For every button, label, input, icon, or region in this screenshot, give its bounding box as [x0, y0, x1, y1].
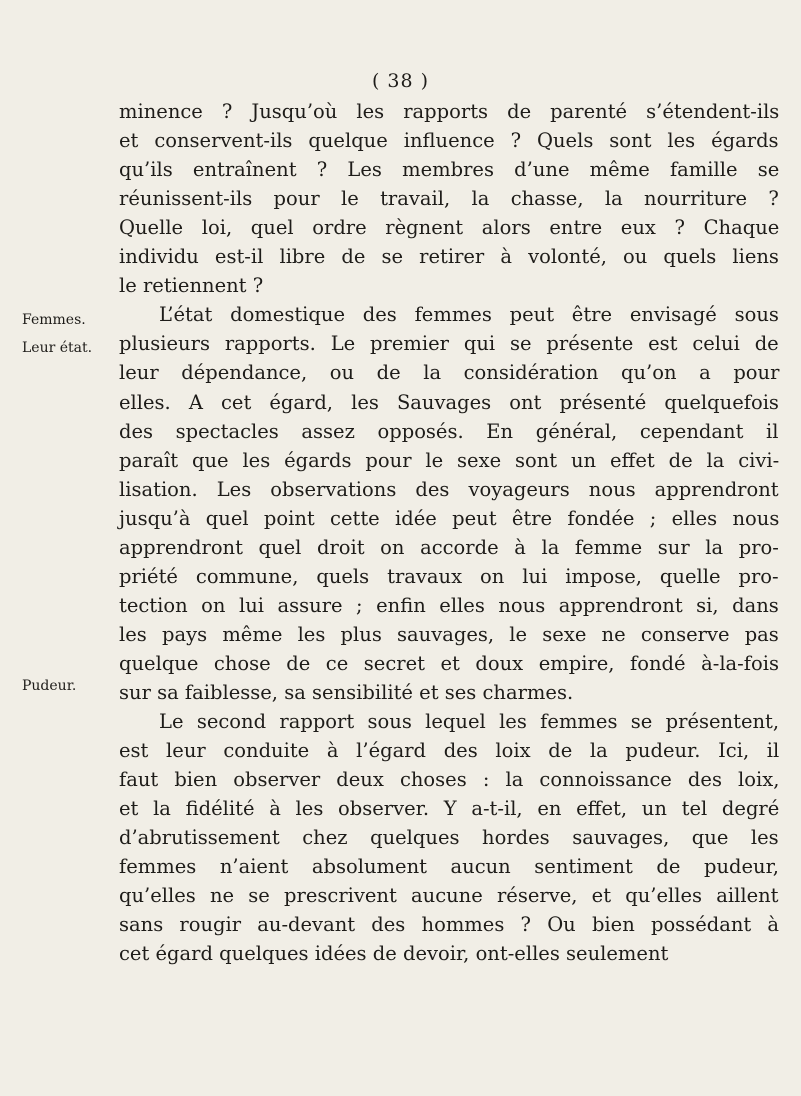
text-line: et conservent-ils quelque influence ? Quels sont les égards [119, 129, 779, 153]
text-line: qu’ils entraînent ? Les membres d’une même famille se [119, 158, 780, 182]
text-line: individu est-il libre de se retirer à volonté, ou quels liens [119, 245, 779, 269]
text-line: quelque chose de ce secret et doux empire, fondé à-la-fois [119, 651, 779, 675]
text-line: jusqu’à quel point cette idée peut être fondée ; elles nous [119, 506, 780, 530]
text-line: femmes n’aient absolument aucun sentiment de pudeur, [119, 855, 779, 879]
margin-note-leur-etat: Leur état. [22, 340, 93, 356]
text-line: et la fidélité à les observer. Y a-t-il, en effet, un tel degré [119, 797, 780, 821]
text-line: minence ? Jusqu’où les rapports de parenté s’étendent-ils [119, 100, 780, 123]
text-line: Le second rapport sous lequel les femmes se présentent, [159, 710, 780, 734]
text-line: tection on lui assure ; enfin elles nous apprendront si, dans [119, 593, 779, 617]
text-line: priété commune, quels travaux on lui impose, quelle pro- [119, 564, 779, 588]
page-number: ( 38 ) [371, 70, 430, 92]
margin-note-femmes: Femmes. [22, 312, 86, 328]
text-line: lisation. Les observations des voyageurs nous apprendront [119, 477, 779, 501]
text-line: apprendront quel droit on accorde à la femme sur la pro- [119, 535, 779, 559]
text-line: plusieurs rapports. Le premier qui se présente est celui de [119, 332, 779, 356]
text-line: réunissent-ils pour le travail, la chasse, la nourriture ? [119, 187, 779, 211]
text-line: sans rougir au-devant des hommes ? Ou bien possédant à [119, 913, 780, 937]
text-line: cet égard quelques idées de devoir, ont-elles seulement [119, 942, 669, 966]
text-line: paraît que les égards pour le sexe sont un effet de la civi- [119, 448, 780, 472]
text-line: des spectacles assez opposés. En général, cependant il [119, 419, 779, 443]
text-line: qu’elles ne se prescrivent aucune réserve, et qu’elles aillent [119, 884, 779, 908]
text-line: les pays même les plus sauvages, le sexe ne conserve pas [119, 622, 779, 646]
margin-note-pudeur: Pudeur. [22, 678, 77, 694]
text-line: faut bien observer deux choses : la connoissance des loix, [119, 768, 780, 792]
text-line: sur sa faiblesse, sa sensibilité et ses charmes. [119, 681, 574, 704]
text-line: elles. A cet égard, les Sauvages ont présenté quelquefois [119, 390, 779, 414]
text-line: L’état domestique des femmes peut être envisagé sous [159, 303, 779, 327]
text-line: leur dépendance, ou de la considération qu’on a pour [119, 361, 780, 385]
text-line: le retiennent ? [119, 274, 264, 298]
text-line: Quelle loi, quel ordre règnent alors entre eux ? Chaque [119, 216, 780, 240]
text-line: d’abrutissement chez quelques hordes sauvages, que les [119, 826, 779, 850]
text-line: est leur conduite à l’égard des loix de la pudeur. Ici, il [119, 739, 780, 763]
